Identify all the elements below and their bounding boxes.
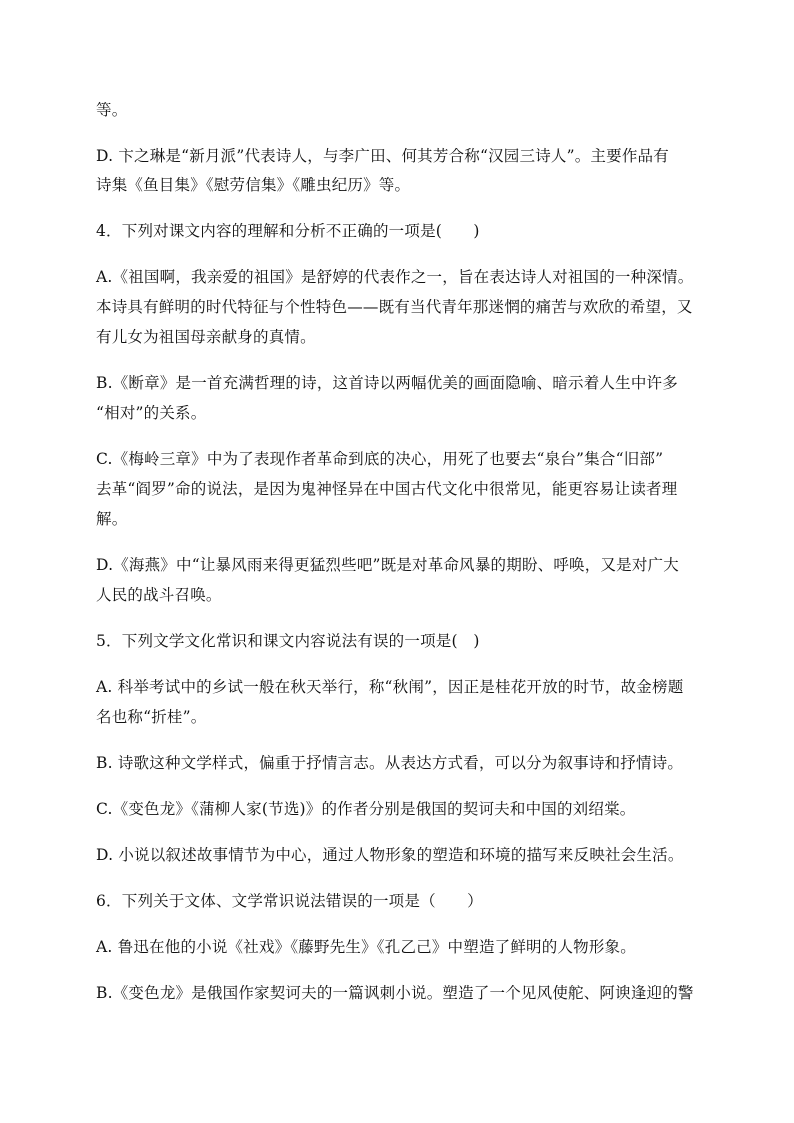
q4-option-a-line1: A.《祖国啊，我亲爱的祖国》是舒婷的代表作之一，旨在表达诗人对祖国的一种深情。 bbox=[96, 268, 694, 286]
q4-option-c-line1: C.《梅岭三章》中为了表现作者革命到底的决心，用死了也要去“泉台”集合“旧部” bbox=[96, 450, 664, 468]
q4-option-d-line2: 人民的战斗召唤。 bbox=[96, 586, 222, 604]
q4-option-d-line1: D.《海燕》中“让暴风雨来得更猛烈些吧”既是对革命风暴的期盼、呼唤，又是对广大 bbox=[96, 556, 679, 574]
q5-option-b: B. 诗歌这种文学样式，偏重于抒情言志。从表达方式看，可以分为叙事诗和抒情诗。 bbox=[96, 754, 684, 772]
q4-option-c-line3: 解。 bbox=[96, 510, 128, 528]
q4-option-b-line1: B.《断章》是一首充满哲理的诗，这首诗以两幅优美的画面隐喻、暗示着人生中许多 bbox=[96, 374, 678, 392]
q4-option-c-line2: 去革“阎罗”命的说法，是因为鬼神怪异在中国古代文化中很常见，能更容易让读者理 bbox=[96, 480, 678, 498]
q6-option-b-line1: B.《变色龙》是俄国作家契诃夫的一篇讽刺小说。塑造了一个见风使舵、阿谀逢迎的警 bbox=[96, 984, 694, 1002]
q5-option-a-line2: 名也称“折桂”。 bbox=[96, 708, 207, 726]
text-line-continuation: 等。 bbox=[96, 101, 128, 119]
question-5-stem: 5．下列文学文化常识和课文内容说法有误的一项是( ) bbox=[96, 632, 480, 650]
question-4-stem: 4．下列对课文内容的理解和分析不正确的一项是( ) bbox=[96, 222, 480, 240]
q6-option-a: A. 鲁迅在他的小说《社戏》《藤野先生》《孔乙己》中塑造了鲜明的人物形象。 bbox=[96, 938, 636, 956]
q3-option-d-line1: D. 卞之琳是“新月派”代表诗人，与李广田、何其芳合称“汉园三诗人”。主要作品有 bbox=[96, 147, 669, 165]
question-6-stem: 6．下列关于文体、文学常识说法错误的一项是（ ） bbox=[96, 892, 483, 910]
q5-option-d: D. 小说以叙述故事情节为中心，通过人物形象的塑造和环境的描写来反映社会生活。 bbox=[96, 846, 684, 864]
q4-option-b-line2: “相对”的关系。 bbox=[96, 404, 207, 422]
q5-option-c: C.《变色龙》《蒲柳人家(节选)》的作者分别是俄国的契诃夫和中国的刘绍棠。 bbox=[96, 800, 636, 818]
q5-option-a-line1: A. 科举考试中的乡试一般在秋天举行，称“秋闱”，因正是桂花开放的时节，故金榜题 bbox=[96, 678, 684, 696]
q3-option-d-line2: 诗集《鱼目集》《慰劳信集》《雕虫纪历》等。 bbox=[96, 176, 411, 194]
q4-option-a-line2: 本诗具有鲜明的时代特征与个性特色——既有当代青年那迷惘的痛苦与欢欣的希望，又 bbox=[96, 298, 693, 316]
q4-option-a-line3: 有儿女为祖国母亲献身的真情。 bbox=[96, 328, 316, 346]
